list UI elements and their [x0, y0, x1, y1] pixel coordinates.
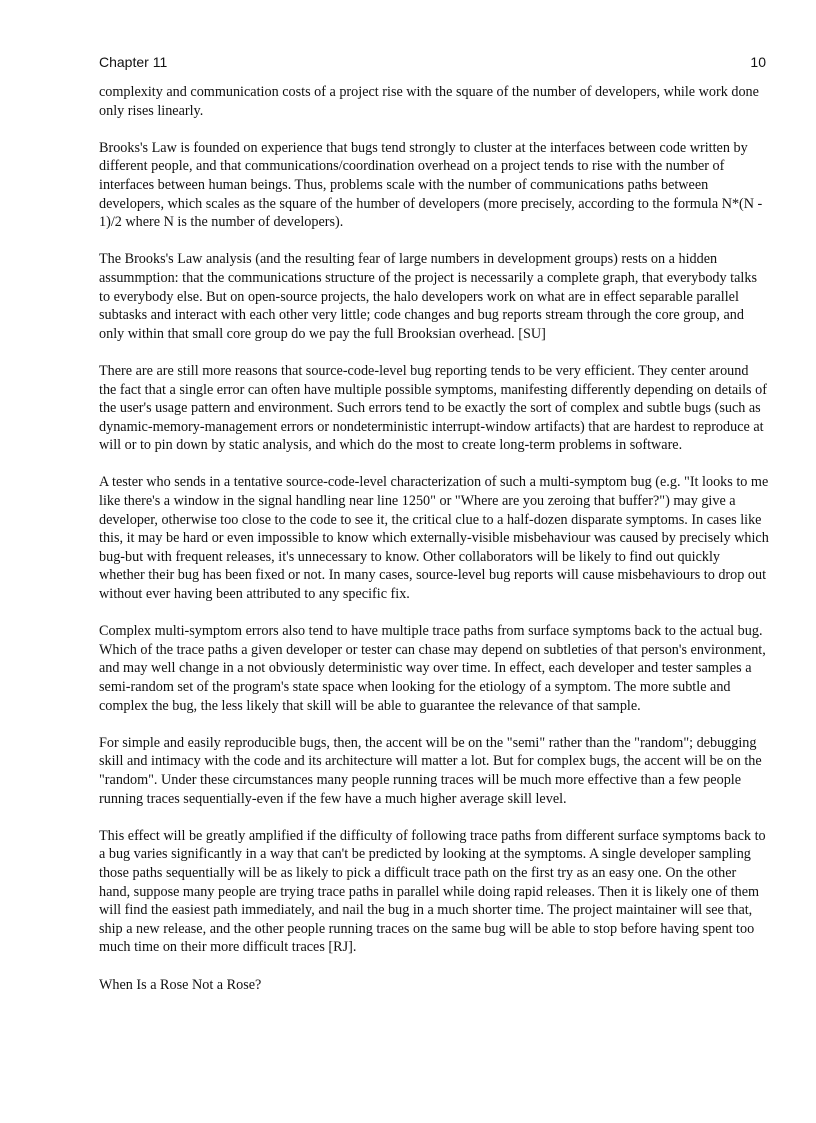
paragraph: The Brooks's Law analysis (and the resulting fear of large numbers in development groups) rests on a hidden assummption: that the communications structure of the project is necessarily a complete graph, that everybody talks to everybody else. But on open-source projects, the halo developers work on what are in effect separable parallel subtasks and interact with each other very little; code changes and bug reports stream through the core group, and only within that small core group do we pay the full Brooksian overhead. [SU] — [99, 251, 757, 342]
paragraph: A tester who sends in a tentative source-code-level characterization of such a multi-symptom bug (e.g. "It looks to me like there's a window in the signal handling near line 1250" or "Where are you zeroing that buffer?") may give a developer, otherwise too close to the code to see it, the critical clue to a half-dozen disparate symptoms. In cases like this, it may be hard or even impossible to know which externally-visible misbehaviour was caused by precisely which bug-but with frequent releases, it's unnecessary to know. Other collaborators will be likely to find out quickly whether their bug has been fixed or not. In many cases, source-level bug reports will cause misbehaviours to drop out without ever having been attributed to any specific fix. — [99, 474, 769, 603]
running-header — [99, 53, 766, 73]
paragraph: complexity and communication costs of a project rise with the square of the number of developers, while work done only rises linearly. — [99, 84, 759, 119]
page-number: 10 — [750, 54, 766, 70]
paragraph: This effect will be greatly amplified if the difficulty of following trace paths from different surface symptoms back to a bug varies significantly in a way that can't be predicted by looking at the symptoms. A single developer sampling those paths sequentially will be as likely to pick a difficult trace path on the first try as an easy one. On the other hand, suppose many people are trying trace paths in parallel while doing rapid releases. Then it is likely one of them will find the easiest path immediately, and nail the bug in a much shorter time. The project maintainer will see that, ship a new release, and the other people running traces on the same bug will be able to stop before having spent too much time on their more difficult traces [RJ]. — [99, 827, 766, 956]
paragraph: Complex multi-symptom errors also tend to have multiple trace paths from surface symptoms back to the actual bug. Which of the trace paths a given developer or tester can chase may depend on subtleties of that person's environment, and may well change in a not obviously deterministic way over time. In effect, each developer and tester samples a semi-random set of the program's state space when looking for the etiology of a symptom. The more subtle and complex the bug, the less likely that skill will be able to guarantee the relevance of that sample. — [99, 623, 766, 714]
chapter-label: Chapter 11 — [99, 54, 168, 70]
section-heading: When Is a Rose Not a Rose? — [99, 976, 262, 993]
paragraph: For simple and easily reproducible bugs, then, the accent will be on the "semi" rather than the "random"; debugging skill and intimacy with the code and its architecture will matter a lot. But for complex bugs, the accent will be on the "random". Under these circumstances many people running traces will be much more effective than a few people running traces sequentially-even if the few have a much higher average skill level. — [99, 734, 762, 807]
paragraph: There are are still more reasons that source-code-level bug reporting tends to be very efficient. They center around the fact that a single error can often have multiple possible symptoms, manifesting differently depending on details of the user's usage pattern and environment. Such errors tend to be exactly the sort of complex and subtle bugs (such as dynamic-memory-management errors or nondeterministic interrupt-window artifacts) that are hardest to reproduce at will or to pin down by static analysis, and which do the most to create long-term problems in software. — [99, 362, 767, 454]
paragraph: Brooks's Law is founded on experience that bugs tend strongly to cluster at the interfaces between code written by different people, and that communications/coordination overhead on a project tends to rise with the number of interfaces between human beings. Thus, problems scale with the number of communications paths between developers, which scales as the square of the humber of developers (more precisely, according to the formula N*(N - 1)/2 where N is the number of developers). — [99, 139, 763, 231]
body-text — [99, 83, 769, 1013]
